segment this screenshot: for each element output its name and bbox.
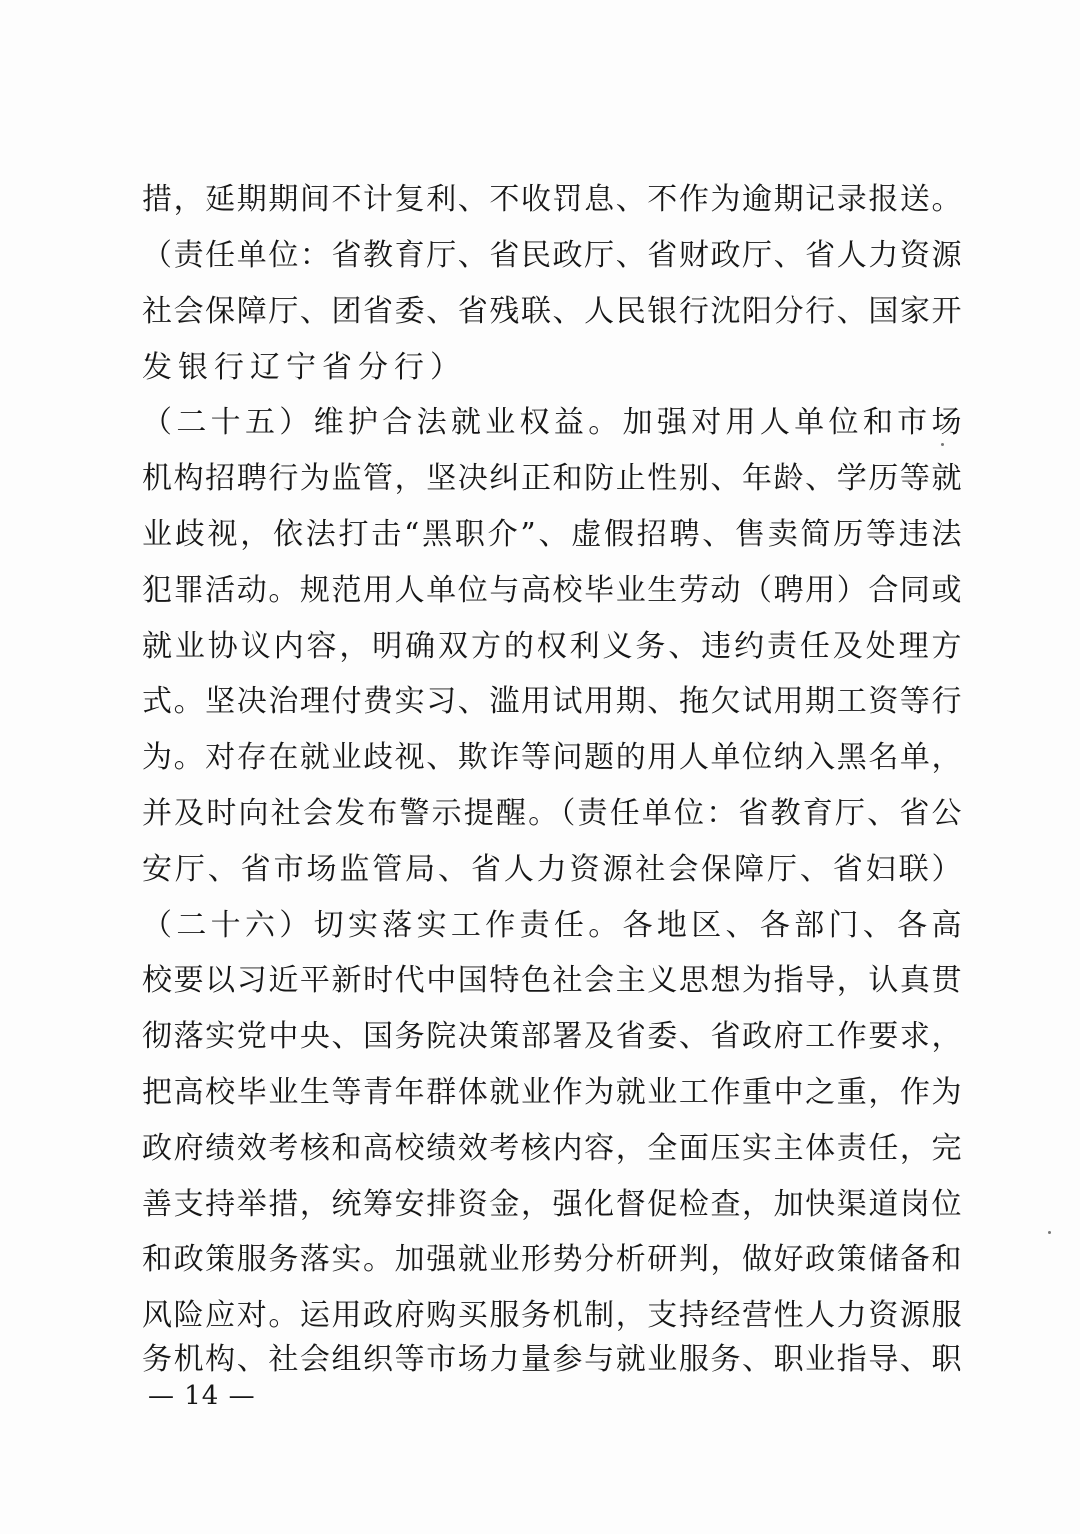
scan-speck	[941, 443, 944, 446]
text-line: 安厅、省市场监管局、省人力资源社会保障厅、省妇联）	[142, 852, 962, 887]
text-line: 政府绩效考核和高校绩效考核内容，全面压实主体责任，完	[142, 1131, 962, 1166]
text-line: 务机构、社会组织等市场力量参与就业服务、职业指导、职	[142, 1342, 962, 1377]
page-number: — 14 —	[148, 1381, 256, 1411]
text-line: 业歧视，依法打击“黑职介”、虚假招聘、售卖简历等违法	[142, 517, 962, 552]
text-line: 和政策服务落实。加强就业形势分析研判，做好政策储备和	[142, 1242, 962, 1277]
text-line: 校要以习近平新时代中国特色社会主义思想为指导，认真贯	[142, 963, 962, 998]
text-line: （责任单位：省教育厅、省民政厅、省财政厅、省人力资源	[142, 238, 962, 273]
paragraph-heading-line: （二十五）维护合法就业权益。加强对用人单位和市场	[142, 405, 962, 440]
text-line: 彻落实党中央、国务院决策部署及省委、省政府工作要求，	[142, 1019, 962, 1054]
text-line: 善支持举措，统筹安排资金，强化督促检查，加快渠道岗位	[142, 1187, 962, 1222]
text-line: 就业协议内容，明确双方的权利义务、违约责任及处理方	[142, 629, 962, 664]
text-line: 把高校毕业生等青年群体就业作为就业工作重中之重，作为	[142, 1075, 962, 1110]
text-line: 并及时向社会发布警示提醒。（责任单位：省教育厅、省公	[142, 796, 962, 831]
paragraph-heading-line: （二十六）切实落实工作责任。各地区、各部门、各高	[142, 908, 962, 943]
text-line: 发银行辽宁省分行）	[142, 350, 466, 385]
text-line: 犯罪活动。规范用人单位与高校毕业生劳动（聘用）合同或	[142, 573, 962, 608]
text-line: 机构招聘行为监管，坚决纠正和防止性别、年龄、学历等就	[142, 461, 962, 496]
scan-speck	[1048, 1231, 1051, 1234]
text-line: 措，延期期间不计复利、不收罚息、不作为逾期记录报送。	[142, 182, 962, 217]
text-line: 风险应对。运用政府购买服务机制，支持经营性人力资源服	[142, 1298, 962, 1333]
text-line: 式。坚决治理付费实习、滥用试用期、拖欠试用期工资等行	[142, 684, 962, 719]
text-line: 为。对存在就业歧视、欺诈等问题的用人单位纳入黑名单，	[142, 740, 962, 775]
text-line: 社会保障厅、团省委、省残联、人民银行沈阳分行、国家开	[142, 294, 962, 329]
